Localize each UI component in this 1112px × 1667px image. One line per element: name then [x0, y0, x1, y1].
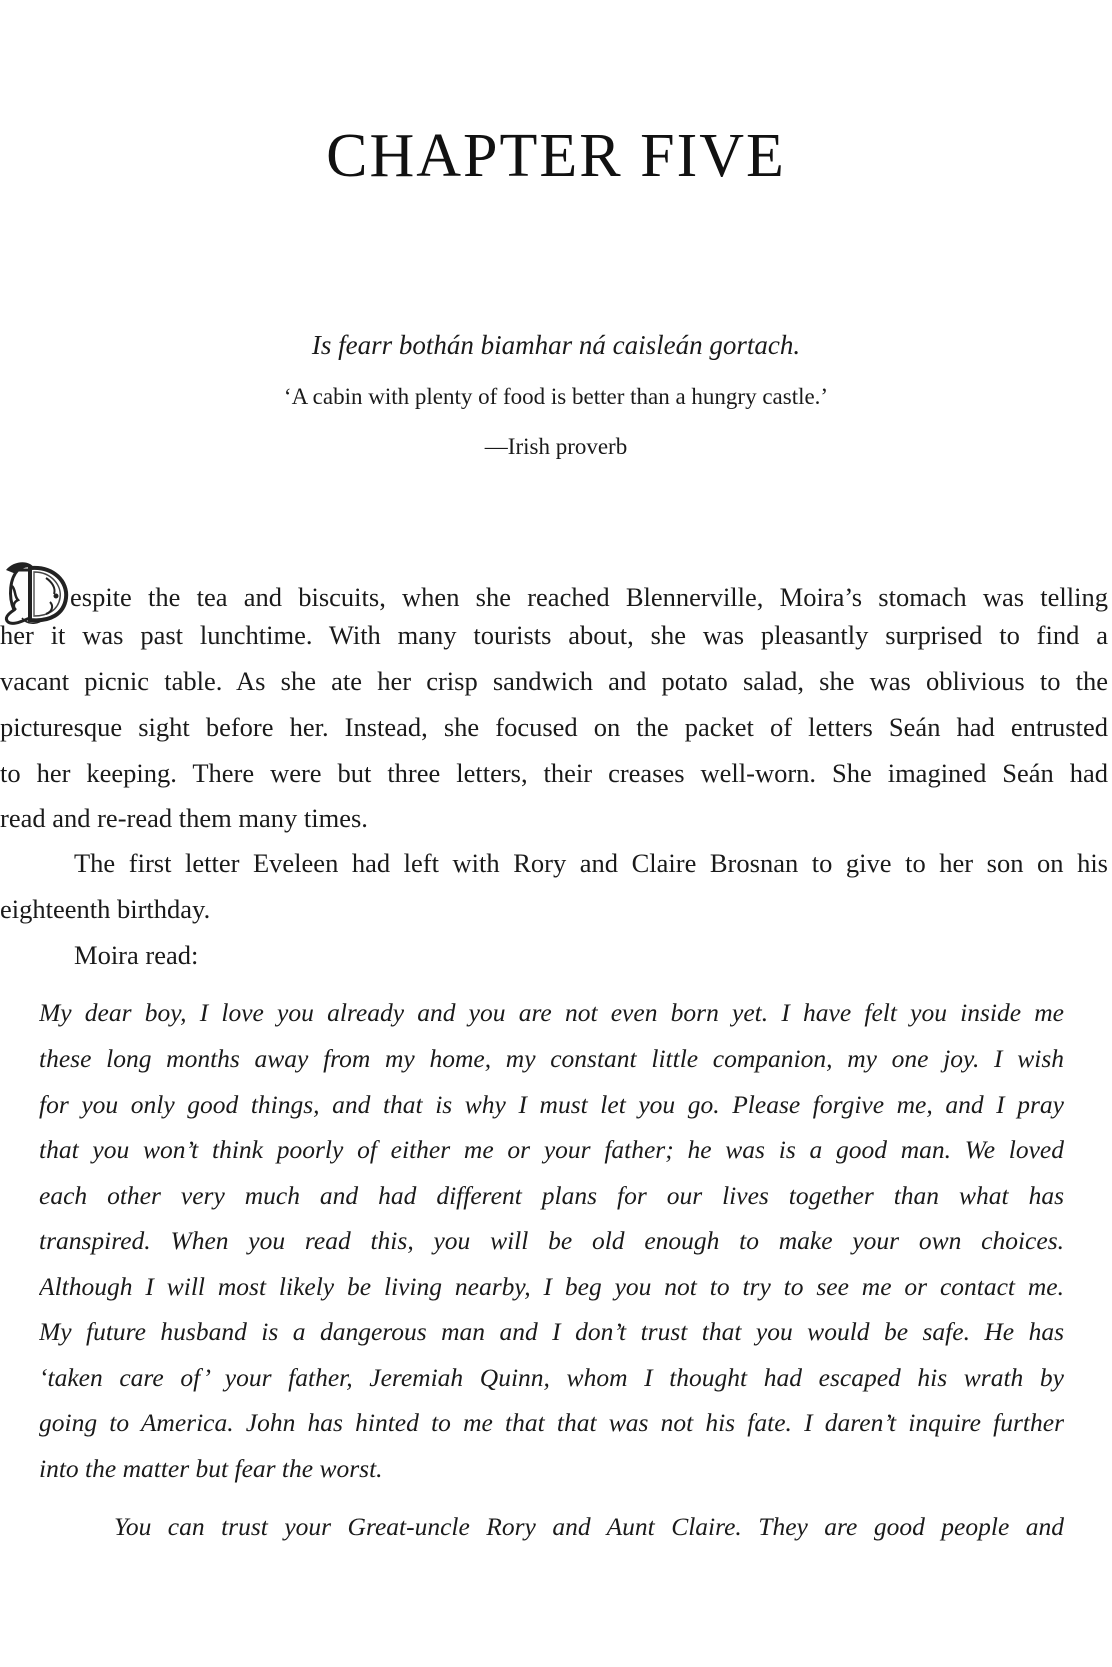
letter-line: for you only good things, and that is why I must let you go. Please forgive me, and I pray	[39, 1090, 1064, 1119]
text-line: espite the tea and biscuits, when she reached Blennerville, Moira’s stomach was telling	[70, 582, 1108, 612]
text-line: read and re-read them many times.	[0, 803, 368, 833]
letter-line: My dear boy, I love you already and you are not even born yet. I have felt you inside me	[39, 998, 1064, 1027]
text-line: eighteenth birthday.	[0, 894, 211, 924]
text-line: Moira read:	[74, 940, 199, 970]
text-line: to her keeping. There were but three letters, their creases well-worn. She imagined Seán had	[0, 758, 1108, 788]
letter-line: transpired. When you read this, you will be old enough to make your own choices.	[39, 1226, 1064, 1255]
letter-line: each other very much and had different plans for our lives together than what has	[39, 1181, 1064, 1210]
letter-line: going to America. John has hinted to me that that was not his fate. I daren’t inquire further	[39, 1408, 1064, 1437]
text-line: picturesque sight before her. Instead, she focused on the packet of letters Seán had entrusted	[0, 712, 1108, 742]
letter-line: My future husband is a dangerous man and I don’t trust that you would be safe. He has	[39, 1317, 1064, 1346]
epigraph-irish-proverb: Is fearr bothán biamhar ná caisleán gortach.	[311, 330, 801, 360]
letter-line: that you won’t think poorly of either me or your father; he was is a good man. We loved	[39, 1135, 1064, 1164]
letter-line: these long months away from my home, my constant little companion, my one joy. I wish	[39, 1044, 1064, 1073]
letter-line: into the matter but fear the worst.	[39, 1454, 383, 1483]
epigraph-translation: ‘A cabin with plenty of food is better than a hungry castle.’	[283, 384, 829, 409]
text-line: her it was past lunchtime. With many tourists about, she was pleasantly surprised to find a	[0, 620, 1108, 650]
letter-line: Although I will most likely be living nearby, I beg you not to try to see me or contact me.	[39, 1272, 1064, 1301]
text-line: The first letter Eveleen had left with Rory and Claire Brosnan to give to her son on his	[74, 848, 1108, 878]
letter-line: You can trust your Great-uncle Rory and Aunt Claire. They are good people and	[114, 1512, 1064, 1541]
letter-line: ‘taken care of’ your father, Jeremiah Quinn, whom I thought had escaped his wrath by	[39, 1363, 1064, 1392]
chapter-title: CHAPTER FIVE	[326, 122, 786, 190]
text-line: vacant picnic table. As she ate her crisp sandwich and potato salad, she was oblivious to the	[0, 666, 1108, 696]
epigraph-attribution: —Irish proverb	[484, 434, 628, 459]
